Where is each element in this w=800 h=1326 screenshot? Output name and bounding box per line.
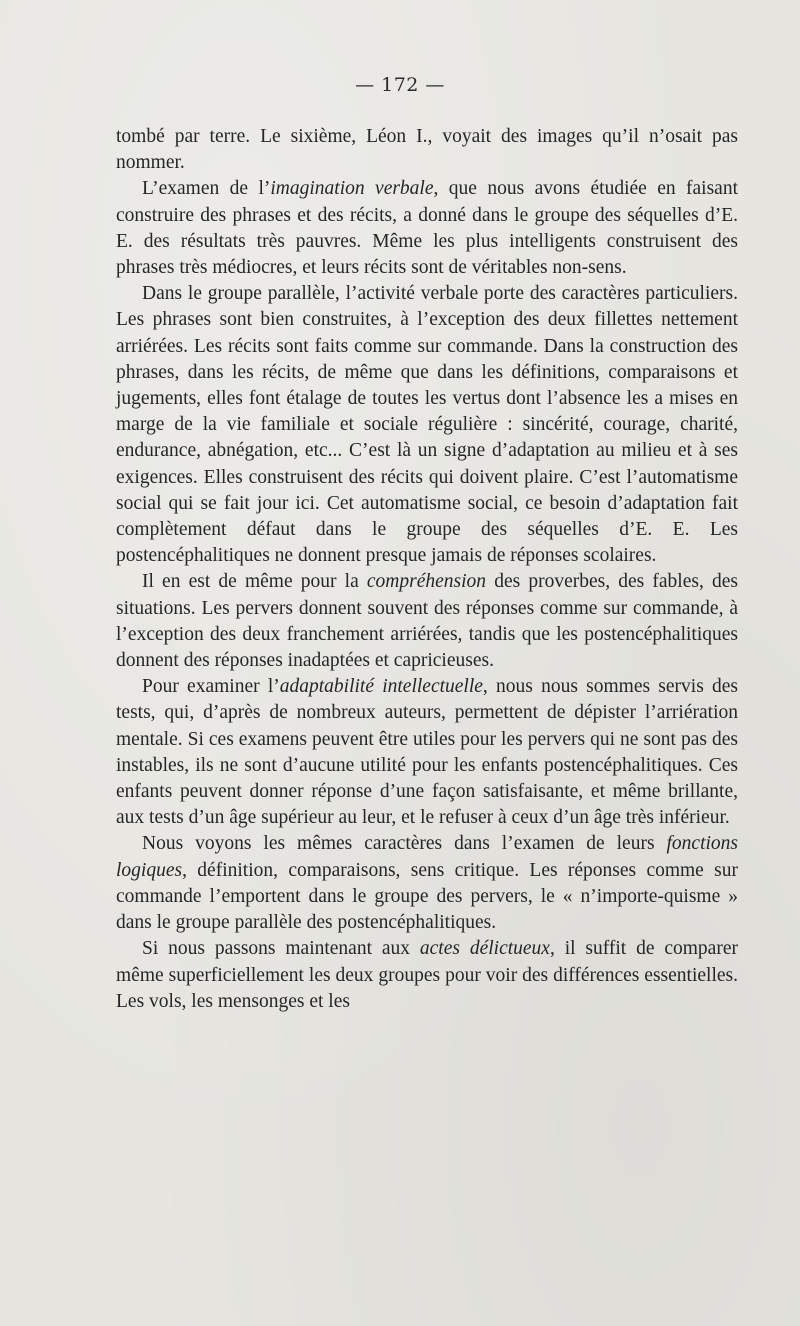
page-number: — 172 — bbox=[355, 74, 445, 96]
italic-term: actes délictueux bbox=[419, 938, 550, 960]
text-run: , il suffit de comparer même superficiellement les deux groupes pour voir des différences essentielles. Les vols, les mensonges et les bbox=[116, 938, 738, 1012]
text-run: Si nous passons maintenant aux bbox=[142, 938, 420, 960]
paragraph bbox=[116, 176, 738, 281]
text-run: tombé par terre. Le sixième, Léon I., voyait des images qu’il n’osait pas nommer. bbox=[116, 126, 738, 174]
text-run: , définition, comparaisons, sens critique. Les réponses comme sur commande l’emportent dans le groupe des pervers, le « n’importe-quisme » dans le groupe parallèle des postencéphalitiques. bbox=[116, 859, 738, 934]
body-text bbox=[116, 124, 738, 1015]
text-run: Dans le groupe parallèle, l’activité verbale porte des caractères particuliers. Les phrases sont bien construites, à l’exception des deux fillettes nettement arriérées. Les récits sont faits comme sur commande. Dans la construction des phrases, dans les récits, de même que dans les définitions, comparaisons et jugements, elles font étalage de toutes les vertus dont l’absence les a mises en marge de la vie familiale et sociale régulière : sincérité, courage, charité, endurance, abnégation, etc... C’est là un signe d’adaptation au milieu et à ses exigences. Elles construisent des récits qui doivent plaire. C’est l’automatisme social qui se fait jour ici. Cet automatisme social, ce besoin d’adaptation fait complètement défaut dans le groupe des séquelles d’E. E. Les postencéphalitiques ne donnent presque jamais de réponses scolaires. bbox=[116, 283, 738, 567]
text-run: Il en est de même pour la bbox=[142, 571, 367, 593]
paragraph bbox=[116, 124, 738, 176]
text-run: , que nous avons étudiée en faisant construire des phrases et des récits, a donné dans le groupe des séquelles d’E. E. des résultats très pauvres. Même les plus intelligents construisent des phrases très médiocres, et leurs récits sont de véritables non-sens. bbox=[116, 178, 738, 279]
paragraph bbox=[116, 831, 738, 936]
paragraph bbox=[116, 281, 738, 569]
paragraph bbox=[116, 674, 738, 831]
paragraph bbox=[116, 936, 738, 1015]
text-run: Pour examiner l’ bbox=[142, 676, 280, 698]
text-run: L’examen de l’ bbox=[142, 178, 271, 200]
text-run: , nous nous sommes servis des tests, qui, d’après de nombreux auteurs, permettent de dépister l’arriération mentale. Si ces examens peuvent être utiles pour les pervers qui ne sont pas des instables, ils ne sont d’aucune utilité pour les enfants postencéphalitiques. Ces enfants peuvent donner réponse d’une façon satisfaisante, et même brillante, aux tests d’un âge supérieur au leur, et le refuser à ceux d’un âge très inférieur. bbox=[116, 676, 738, 829]
text-run: Nous voyons les mêmes caractères dans l’examen de leurs bbox=[142, 833, 667, 855]
text-run: des proverbes, des fables, des situations. Les pervers donnent souvent des réponses comme sur commande, à l’exception des deux franchement arriérées, tandis que les postencéphalitiques donnent des réponses inadaptées et capricieuses. bbox=[116, 571, 738, 672]
italic-term: compréhension bbox=[366, 571, 487, 593]
italic-term: adaptabilité intellectuelle bbox=[279, 676, 483, 698]
paragraph bbox=[116, 569, 738, 674]
italic-term: fonctions logiques bbox=[116, 833, 738, 881]
italic-term: imagination verbale bbox=[270, 178, 434, 200]
